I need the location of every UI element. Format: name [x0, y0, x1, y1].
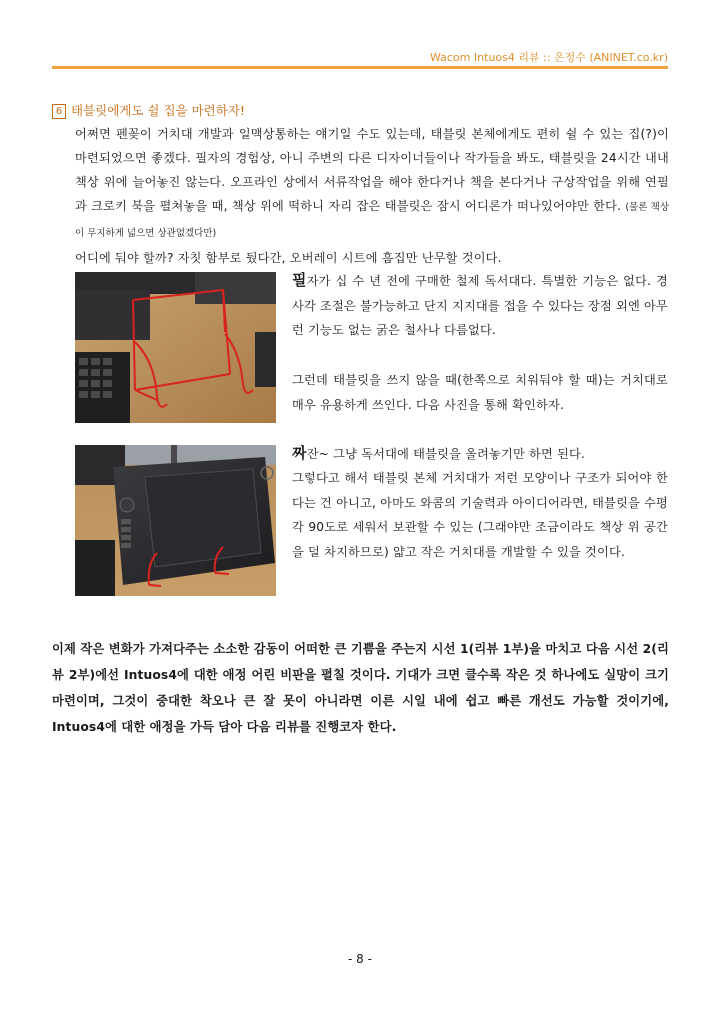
intro-paragraph	[75, 122, 669, 270]
drop-cap: 필	[292, 271, 307, 289]
paragraph-stand-description	[292, 268, 668, 343]
photo-tablet-on-stand	[75, 445, 276, 596]
header-rule	[52, 66, 668, 69]
intro-main-text: 어쩌면 펜꽂이 거치대 개발과 일맥상통하는 얘기일 수도 있는데, 태블릿 본체에게도 편히 쉴 수 있는 집(?)이 마련되었으면 좋겠다. 필자의 경험상, 아니 주변의 다른 디자이너들이나 작가들을 봐도, 태블릿을 24시간 내내 책상 위에 늘어놓진 않는다. 오프라인 상에서 서류작업을 해야 한다거나 책을 본다거나 구상작업을 위해 연필과 크로키 북을 펼쳐놓을 때, 책상 위에 떡하니 자리 잡은 태블릿은 잠시 어디론가 떠나있어야만 한다.	[75, 127, 669, 213]
photo-wire-book-stand	[75, 272, 276, 423]
closing-paragraph: 이제 작은 변화가 가져다주는 소소한 감동이 어떠한 큰 기쁨을 주는지 시선 1(리뷰 1부)을 마치고 다음 시선 2(리뷰 2부)에선 Intuos4에 대한 애정 어린 비판을 펼칠 것이다. 기대가 크면 클수록 작은 것 하나에도 실망이 크기 마련이며, 그것이 중대한 착오나 큰 잘 못이 아니라면 이른 시일 내에 쉽고 빠른 개선도 가능할 것이기에, Intuos4에 대한 애정을 가득 담아 다음 리뷰를 진행코자 한다.	[52, 642, 669, 734]
tablet-on-stand-lead-text: 잔~ 그냥 독서대에 태블릿을 올려놓기만 하면 된다.	[306, 447, 586, 461]
drop-cap: 짜	[292, 444, 307, 462]
running-header: Wacom Intuos4 리뷰 :: 은정수 (ANINET.co.kr)	[429, 51, 668, 64]
page-number: - 8 -	[348, 952, 372, 966]
paragraph-stand-usefulness: 그런데 태블릿을 쓰지 않을 때(한쪽으로 치워둬야 할 때)는 거치대로 매우 유용하게 쓰인다. 다음 사진을 통해 확인하자.	[292, 373, 668, 412]
section-number: 6	[52, 104, 66, 119]
section-heading-text: 태블릿에게도 쉴 집을 마련하자!	[71, 103, 245, 118]
tablet-on-stand-illustration	[75, 445, 276, 596]
paragraph-stand-suggestion: 그렇다고 해서 태블릿 본체 거치대가 저런 모양이나 구조가 되어야 한다는 건 아니고, 아마도 와콤의 기술력과 아이디어라면, 태블릿을 수평각 90도로 세워서 보관할 수 있는 (그래야만 조금이라도 책상 위 공간을 덜 차지하므로) 얇고 작은 거치대를 개발할 수 있을 것이다.	[292, 471, 668, 559]
intro-note: (물론 책상이 무지하게 넓으면 상관없겠다만)	[75, 202, 670, 239]
section-heading	[52, 101, 245, 119]
paragraph-tablet-on-stand-lead	[292, 441, 668, 467]
stand-description-text: 자가 십 수 년 전에 구매한 철제 독서대다. 특별한 기능은 없다. 경사각 조절은 불가능하고 단지 지지대를 접을 수 있다는 장점 외엔 아무런 기능도 없는 굵은 철사나 다름없다.	[292, 274, 668, 338]
wire-stand-illustration	[75, 272, 276, 423]
intro-tail-text: 어디에 둬야 할까? 자칫 함부로 뒀다간, 오버레이 시트에 흠집만 난무할 것이다.	[75, 251, 502, 265]
